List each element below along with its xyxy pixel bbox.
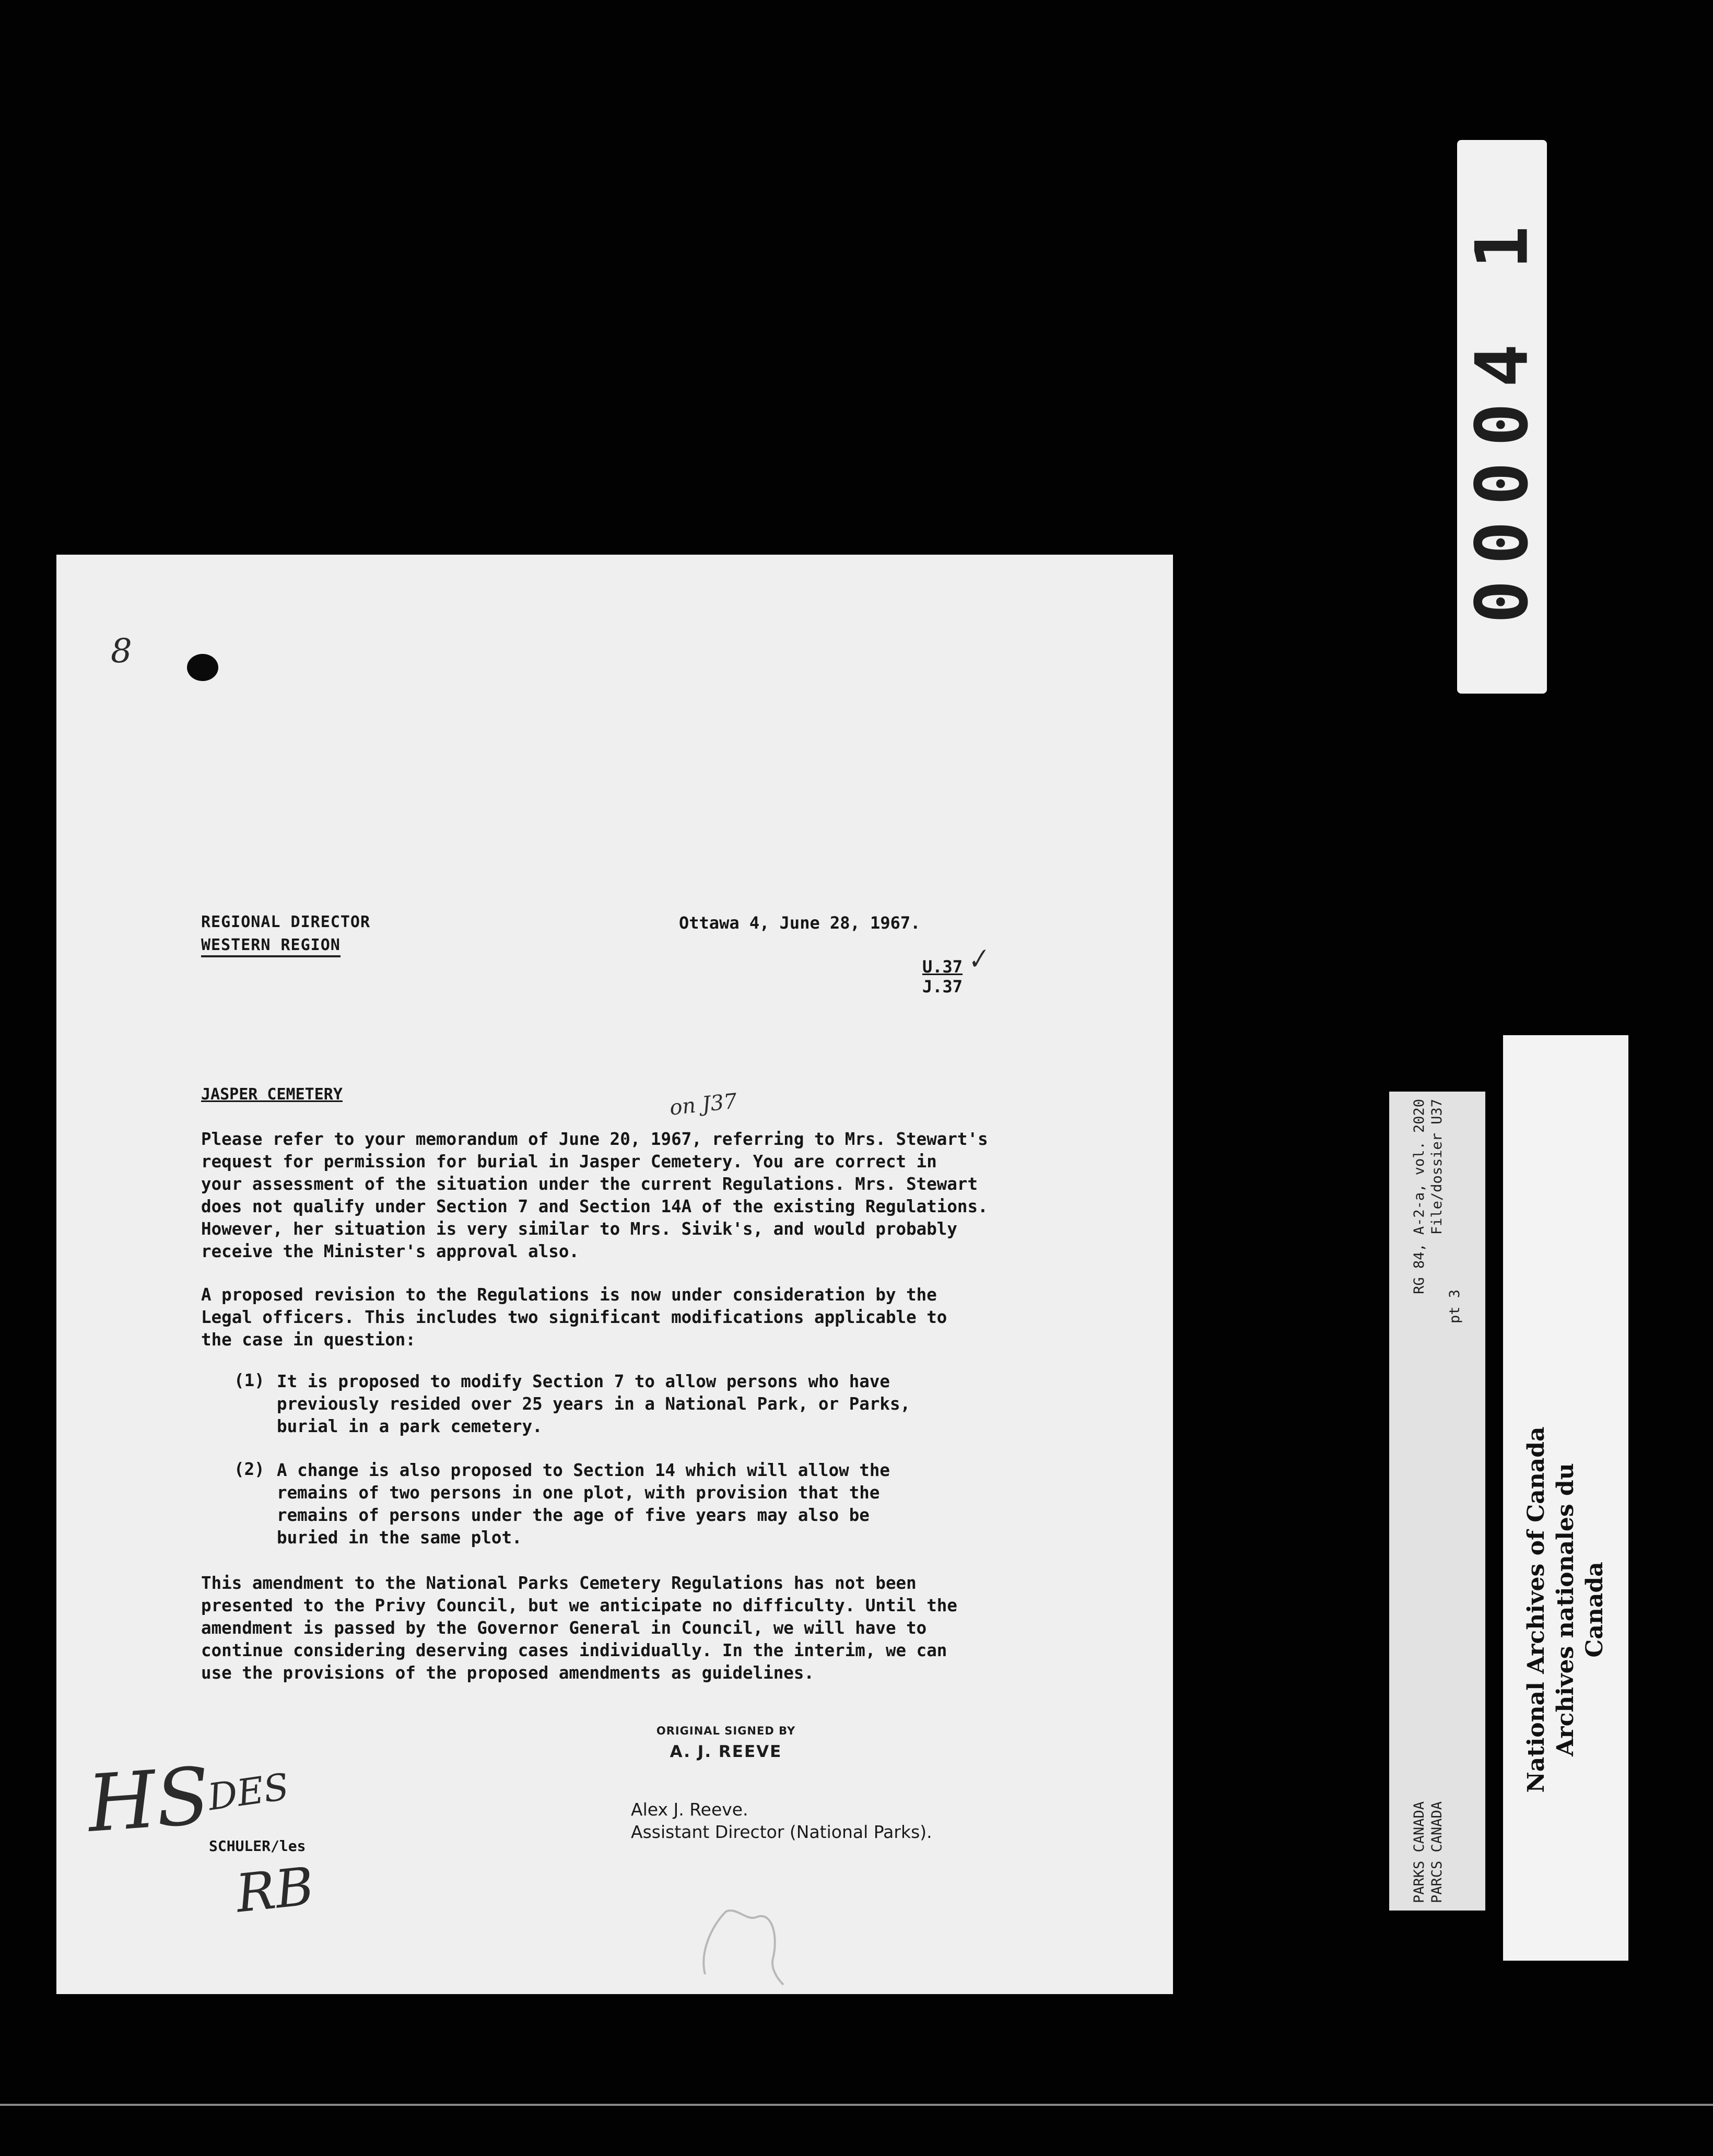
signer-name: Alex J. Reeve. [631, 1799, 748, 1820]
handwritten-note: on J37 [668, 1089, 738, 1120]
parks-canada-en: PARKS CANADA [1411, 1801, 1427, 1903]
archive-part-line: pt 3 [1447, 1289, 1463, 1323]
file-ref-2: J.37 [922, 977, 963, 997]
list-item-number: (1) [234, 1370, 265, 1390]
archives-name-fr: Archives nationales du Canada [1552, 1463, 1608, 1756]
archive-file-line: File/dossier U37 [1429, 1099, 1445, 1235]
check-mark-icon: ✓ [963, 942, 992, 977]
recipient-line2: WESTERN REGION [201, 936, 341, 957]
recipient-line1: REGIONAL DIRECTOR [201, 913, 371, 931]
parks-canada-fr: PARCS CANADA [1429, 1801, 1445, 1903]
place-date: Ottawa 4, June 28, 1967. [679, 913, 921, 933]
signed-by-name: A. J. REEVE [670, 1742, 782, 1761]
scan-edge-line [0, 2104, 1713, 2106]
archive-ref-line: RG 84, A-2-a, vol. 2020 [1411, 1099, 1427, 1294]
handwritten-initials-2: DES [205, 1765, 292, 1819]
original-signed-stamp: ORIGINAL SIGNED BY [656, 1725, 796, 1737]
faint-pen-trace [695, 1891, 799, 1990]
national-archives-label [1503, 1035, 1628, 1961]
signer-title: Assistant Director (National Parks). [631, 1822, 932, 1842]
file-ref-1: U.37 [922, 957, 963, 977]
paragraph-3: This amendment to the National Parks Cemetery Regulations has not been presented to the Privy Council, but we anticipate no difficulty. Until the amendment is passed by the Governor General in Council, we will have to continue considering deserving cases individually. In the interim, we can use the provisions of the proposed amendments as guidelines. [201, 1573, 957, 1683]
handwritten-initials-3: RB [233, 1855, 317, 1925]
typist-reference: SCHULER/les [209, 1837, 306, 1855]
frame-counter [1457, 140, 1547, 694]
list-item-number: (2) [234, 1459, 265, 1479]
archives-name-en: National Archives of Canada [1523, 1426, 1550, 1793]
paragraph-2: A proposed revision to the Regulations is now under consideration by the Legal officers. This includes two significant modifications applicable to the case in question: [201, 1285, 947, 1350]
list-item-text: A change is also proposed to Section 14 which will allow the remains of two persons in one plot, with provision that the remains of persons under the age of five years may also be buried in the same plot. [277, 1460, 890, 1548]
archive-reference-label [1389, 1092, 1485, 1911]
margin-mark: 8 [111, 632, 132, 671]
paragraph-1: Please refer to your memorandum of June 20, 1967, referring to Mrs. Stewart's request for permission for burial in Jasper Cemetery. You are correct in your assessment of the situation under the current Regulations. Mrs. Stewart does not qualify under Section 7 and Section 14A of the existing Regulations. However, her situation is very similar to Mrs. Sivik's, and would probably receive the Minister's approval also. [201, 1129, 988, 1261]
handwritten-initials-1: HS [85, 1751, 213, 1850]
frame-counter-digits: 00004 1 [1460, 210, 1544, 624]
punch-hole [187, 654, 218, 681]
subject-line: JASPER CEMETERY [201, 1085, 343, 1104]
list-item-text: It is proposed to modify Section 7 to allow persons who have previously resided over 25 years in a National Park, or Parks, burial in a park cemetery. [277, 1372, 911, 1436]
